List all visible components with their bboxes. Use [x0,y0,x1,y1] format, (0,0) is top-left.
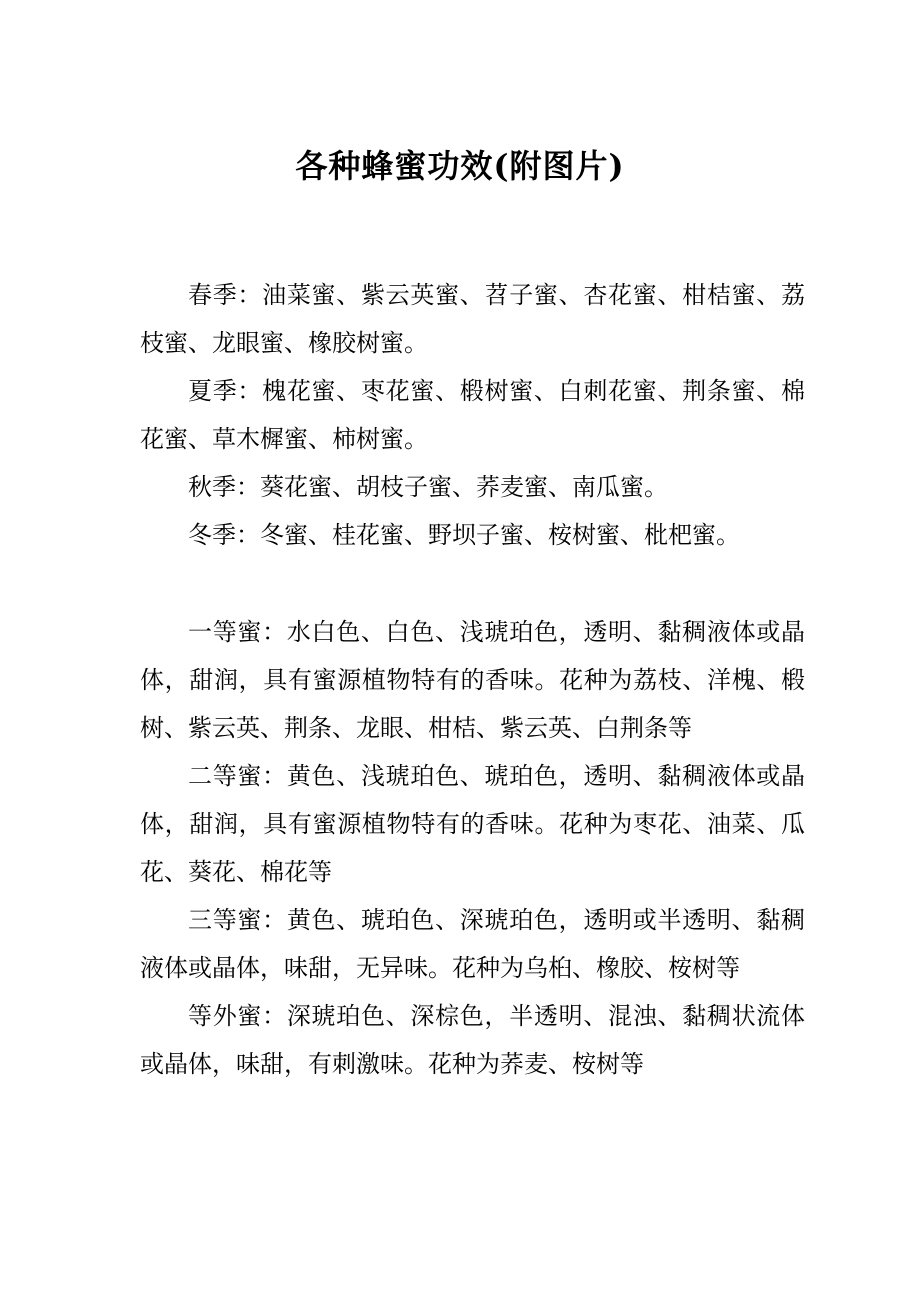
grades-section [140,608,805,1088]
grade-first-paragraph: 一等蜜：水白色、白色、浅琥珀色，透明、黏稠液体或晶体，甜润，具有蜜源植物特有的香味。花种为荔枝、洋槐、椴树、紫云英、荆条、龙眼、柑桔、紫云英、白荆条等 [140,618,805,742]
season-autumn-paragraph: 秋季：葵花蜜、胡枝子蜜、荞麦蜜、南瓜蜜。 [188,473,668,501]
season-winter-paragraph: 冬季：冬蜜、桂花蜜、野坝子蜜、桉树蜜、枇杷蜜。 [188,521,740,549]
grade-third-paragraph: 三等蜜：黄色、琥珀色、深琥珀色，透明或半透明、黏稠液体或晶体，味甜，无异味。花种为乌桕、橡胶、桉树等 [140,906,805,982]
season-spring-paragraph: 春季：油菜蜜、紫云英蜜、苕子蜜、杏花蜜、柑桔蜜、荔枝蜜、龙眼蜜、橡胶树蜜。 [140,281,805,357]
document-title: 各种蜂蜜功效(附图片) [295,147,625,185]
grade-outside-paragraph: 等外蜜：深琥珀色、深棕色，半透明、混浊、黏稠状流体或晶体，味甜，有刺激味。花种为荞麦、桉树等 [140,1002,805,1078]
grade-second-paragraph: 二等蜜：黄色、浅琥珀色、琥珀色，透明、黏稠液体或晶体，甜润，具有蜜源植物特有的香味。花种为枣花、油菜、瓜花、葵花、棉花等 [140,762,805,886]
seasons-section [140,271,805,559]
season-summer-paragraph: 夏季：槐花蜜、枣花蜜、椴树蜜、白刺花蜜、荆条蜜、棉花蜜、草木樨蜜、柿树蜜。 [140,377,805,453]
